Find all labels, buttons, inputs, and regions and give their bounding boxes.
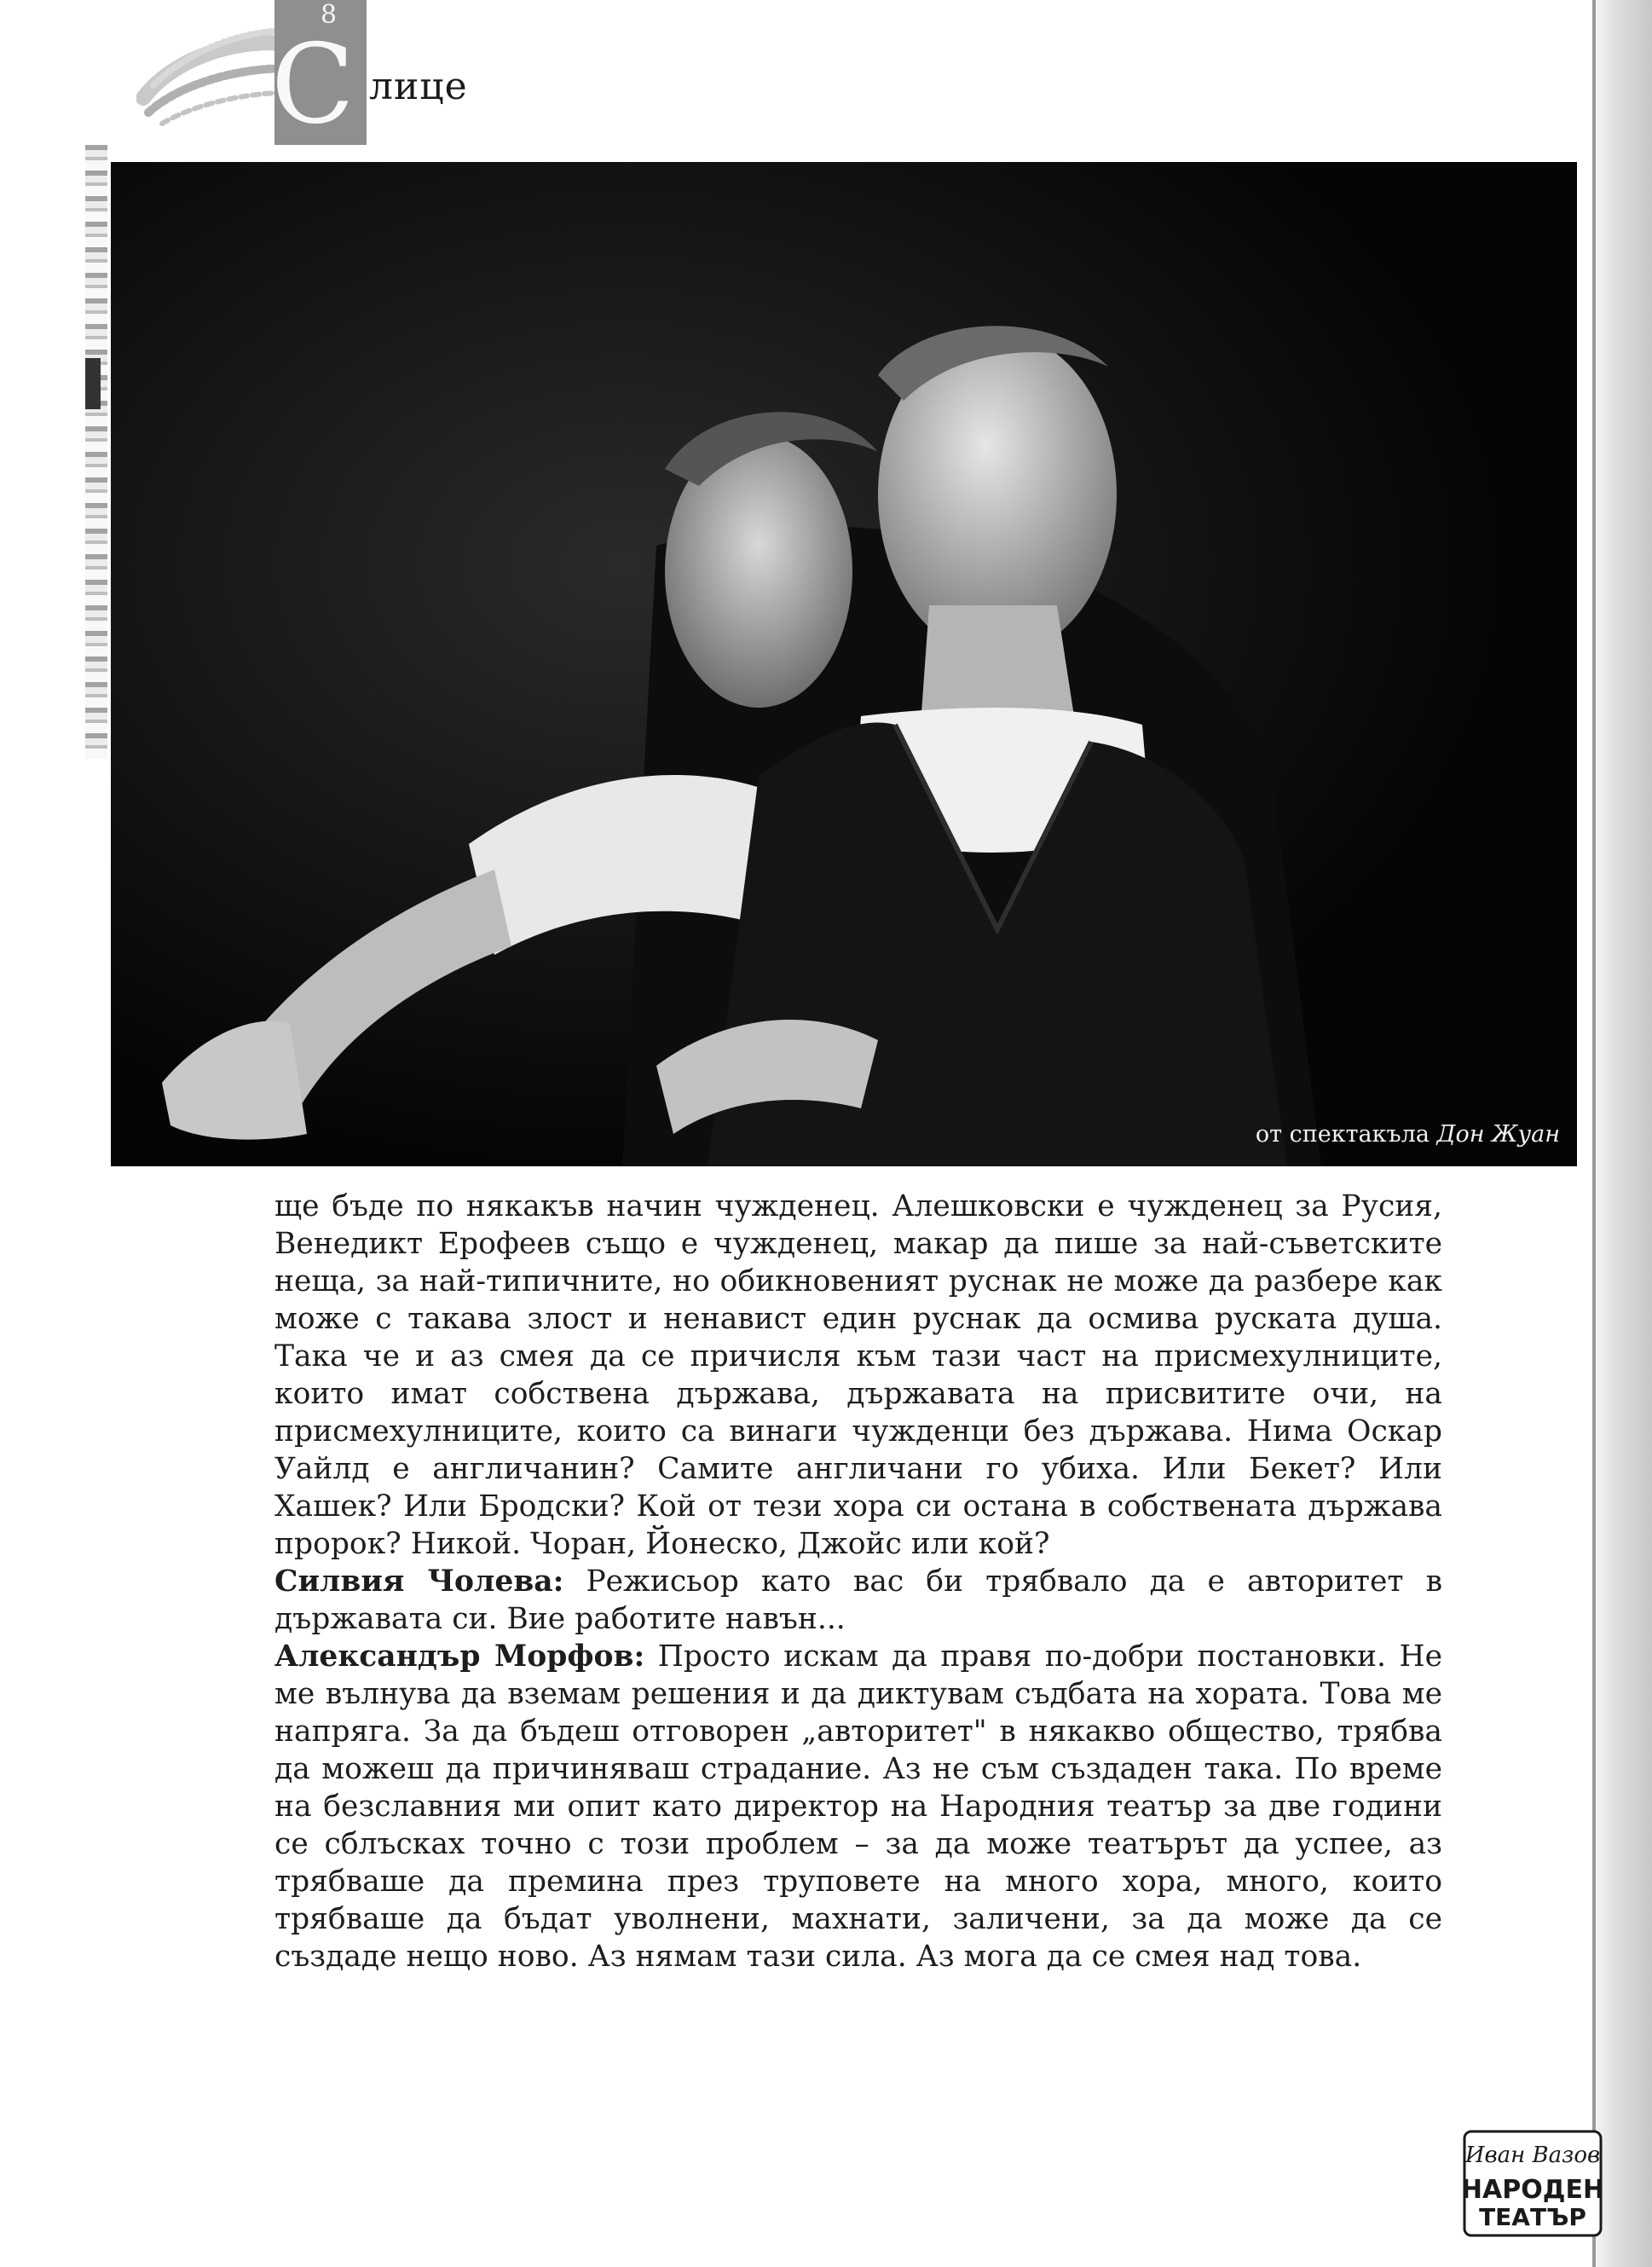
photo-caption xyxy=(1256,1121,1560,1148)
stage-photo-illustration xyxy=(111,162,1577,1166)
page-edge-shadow xyxy=(1596,0,1652,2267)
section-initial-letter: С xyxy=(271,21,355,148)
logo-signature: Иван Вазов xyxy=(1464,2143,1601,2168)
article-paragraph: ще бъде по някакъв начин чужденец. Алешковски е чужденец за Русия, Венедикт Ерофеев също е чужденец, макар да пише за най-съветските неща, за най-типичните, но обикновеният руснак не може да разбере как може с такава злост и ненавист един руснак да осмива руската душа. Така че и аз смея да се причисля към тази част на присмехулниците, които имат собствена държава, държавата на присвитите очи, на присмехулниците, които са винаги чужденци без държава. Нима Оскар Уайлд е англичанин? Самите англичани го убиха. Или Бекет? Или Хашек? Или Бродски? Кой от тези хора си остана в собствената държава пророк? Никой. Чоран, Йонеско, Джойс или кой? xyxy=(274,1189,1442,1561)
stage-photo xyxy=(111,162,1577,1166)
caption-play-title: Дон Жуан xyxy=(1436,1121,1560,1148)
interview-text xyxy=(274,1188,1442,1975)
logo-line-national: НАРОДЕН xyxy=(1460,2175,1605,2205)
national-theatre-logo xyxy=(1459,2128,1606,2239)
interviewer-name: Силвия Чолева: xyxy=(274,1564,564,1599)
logo-line-theatre: ТЕАТЪР xyxy=(1479,2203,1586,2231)
scan-margin-block xyxy=(85,358,101,409)
question-text: Режисьор като вас би трябвало да е авторитет в държавата си. Вие работите навън... xyxy=(274,1564,1442,1636)
interviewee-name: Александър Морфов: xyxy=(274,1640,645,1674)
page-number: 8 xyxy=(321,0,338,30)
section-title: лице xyxy=(369,65,468,108)
scan-margin-marks xyxy=(85,145,107,759)
answer-text: Просто искам да правя по-добри постановки. Не ме вълнува да вземам решения и да диктувам съдбата на хората. Това ме напряга. За да бъдеш отговорен „авторитет" в някакво общество, трябва да можеш да причиняваш страдание. Аз не съм създаден така. По време на безславния ми опит като директор на Народния театър за две години се сблъсках точно с този проблем – за да може театърът да успее, аз трябваше да премина през труповете на много хора, много, които трябваше да бъдат уволнени, махнати, заличени, за да може да се създаде нещо ново. Аз нямам тази сила. Аз мога да се смея над това. xyxy=(274,1640,1442,1974)
question-paragraph xyxy=(274,1563,1442,1638)
caption-prefix: от спектакъла xyxy=(1255,1121,1437,1148)
answer-paragraph xyxy=(274,1638,1442,1975)
